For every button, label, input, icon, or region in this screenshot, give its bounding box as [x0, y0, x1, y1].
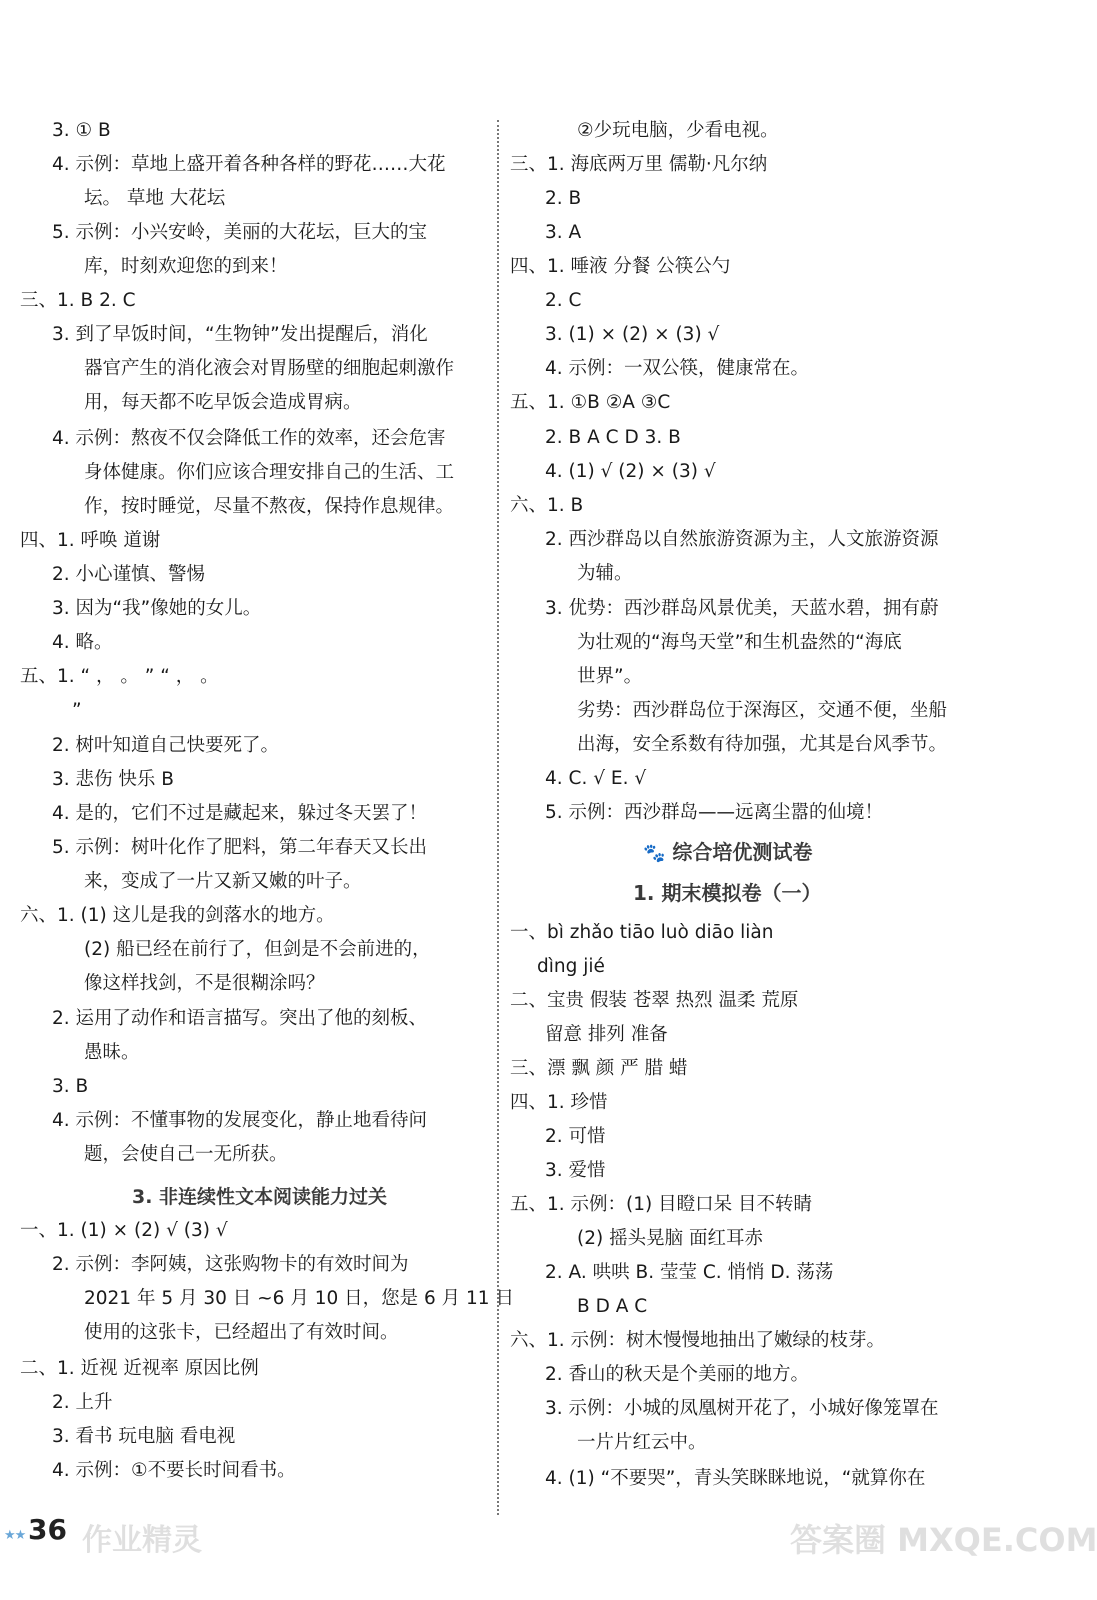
answer-line: 2. 香山的秋天是个美丽的地方。	[545, 1364, 810, 1385]
answer-line: 5. 示例：小兴安岭，美丽的大花坛，巨大的宝	[52, 222, 428, 243]
answer-line: 5. 示例：树叶化作了肥料，第二年春天又长出	[52, 837, 428, 858]
answer-line: 4. 示例：一双公筷，健康常在。	[545, 358, 810, 379]
answer-line: 身体健康。你们应该合理安排自己的生活、工	[84, 462, 455, 483]
answer-line: 3. A	[545, 222, 582, 243]
answer-line: 3. 看书 玩电脑 看电视	[52, 1426, 236, 1447]
answer-line: ”	[72, 700, 82, 721]
answer-line: 4. C. √ E. √	[545, 768, 647, 789]
footer-logo: 作业精灵	[82, 1523, 202, 1558]
answer-line: 3. 到了早饭时间，“生物钟”发出提醒后，消化	[52, 324, 428, 345]
answer-line: 2. C	[545, 290, 582, 311]
answer-line: (2) 摇头晃脑 面红耳赤	[577, 1228, 763, 1249]
answer-line: 4. 是的，它们不过是藏起来，躲过冬天罢了！	[52, 803, 428, 824]
page-number: 36	[28, 1513, 67, 1546]
answer-line: 3. B	[52, 1076, 89, 1097]
answer-line: dìng jié	[537, 956, 605, 977]
answer-line: 为壮观的“海鸟天堂”和生机盎然的“海底	[577, 632, 902, 653]
answer-line: 六、1. B	[510, 495, 584, 516]
answer-line: 3. 悲伤 快乐 B	[52, 769, 174, 790]
answer-line: 劣势：西沙群岛位于深海区，交通不便，坐船	[577, 700, 948, 721]
answer-line: 3. (1) × (2) × (3) √	[545, 324, 720, 345]
answer-line: 使用的这张卡，已经超出了有效时间。	[84, 1322, 399, 1343]
answer-line: 3. 示例：小城的凤凰树开花了，小城好像笼罩在	[545, 1398, 939, 1419]
answer-line: 四、1. 唾液 分餐 公筷公勺	[510, 256, 731, 277]
answer-line: 2. 运用了动作和语言描写。突出了他的刻板、	[52, 1008, 428, 1029]
answer-line: 4. 略。	[52, 632, 113, 653]
answer-line: 四、1. 珍惜	[510, 1092, 608, 1113]
answer-line: 三、1. 海底两万里 儒勒·凡尔纳	[510, 154, 768, 175]
watermark: 答案圈 MXQE.COM	[790, 1521, 1097, 1559]
answer-line: 4. 示例：草地上盛开着各种各样的野花……大花	[52, 154, 446, 175]
answer-line: (2) 船已经在前行了，但剑是不会前进的，	[84, 939, 431, 960]
answer-line: 5. 示例：西沙群岛——远离尘嚣的仙境！	[545, 802, 884, 823]
answer-line: 2. 树叶知道自己快要死了。	[52, 735, 280, 756]
answer-line: 2. 西沙群岛以自然旅游资源为主，人文旅游资源	[545, 529, 939, 550]
answer-line: 3. 爱惜	[545, 1160, 606, 1181]
answer-line: 二、宝贵 假装 苍翠 热烈 温柔 荒原	[510, 990, 799, 1011]
answer-line: 留意 排列 准备	[545, 1024, 668, 1045]
answer-line: 三、1. B 2. C	[20, 290, 136, 311]
answer-line: 二、1. 近视 近视率 原因比例	[20, 1358, 259, 1379]
answer-line: 五、1. “ ， 。 ” “ ， 。	[20, 666, 219, 687]
answer-line: 4. 示例：①不要长时间看书。	[52, 1460, 296, 1481]
answer-line: 作，按时睡觉，尽量不熬夜，保持作息规律。	[84, 496, 455, 517]
answer-line: 像这样找剑，不是很糊涂吗？	[84, 973, 325, 994]
answer-line: 六、1. 示例：树木慢慢地抽出了嫩绿的枝芽。	[510, 1330, 886, 1351]
answer-line: 三、漂 飘 颜 严 腊 蜡	[510, 1058, 688, 1079]
answer-line: 3. ① B	[52, 120, 111, 141]
answer-line: 2. B A C D 3. B	[545, 427, 681, 448]
answer-line: 4. 示例：不懂事物的发展变化，静止地看待问	[52, 1110, 428, 1131]
answer-line: 3. 因为“我”像她的女儿。	[52, 598, 262, 619]
answer-line: 2. 上升	[52, 1392, 113, 1413]
section-heading-final-exam-1: 1. 期末模拟卷（一）	[633, 881, 822, 905]
section-heading-noncontinuous-text: 3. 非连续性文本阅读能力过关	[132, 1186, 388, 1208]
answer-line: 4. (1) √ (2) × (3) √	[545, 461, 716, 482]
answer-line: 2. 小心谨慎、警惕	[52, 564, 206, 585]
answer-line: 来，变成了一片又新又嫩的叶子。	[84, 871, 362, 892]
section-heading-comprehensive-test	[643, 836, 812, 865]
answer-line: 一、1. (1) × (2) √ (3) √	[20, 1220, 228, 1241]
answer-line: 一片片红云中。	[577, 1432, 707, 1453]
answer-line: 器官产生的消化液会对胃肠壁的细胞起刺激作	[84, 358, 455, 379]
answer-line: 六、1. (1) 这儿是我的剑落水的地方。	[20, 905, 335, 926]
answer-line: 四、1. 呼唤 道谢	[20, 530, 161, 551]
answer-line: 五、1. 示例：(1) 目瞪口呆 目不转睛	[510, 1194, 812, 1215]
answer-line: 为辅。	[577, 563, 633, 584]
answer-line: 愚昧。	[84, 1042, 140, 1063]
answer-line: 世界”。	[577, 666, 643, 687]
answer-line: 库，时刻欢迎您的到来！	[84, 256, 288, 277]
answer-line: 3. 优势：西沙群岛风景优美，天蓝水碧，拥有蔚	[545, 598, 939, 619]
answer-line: 2. 示例：李阿姨，这张购物卡的有效时间为	[52, 1254, 409, 1275]
answer-line: B D A C	[577, 1296, 648, 1317]
answer-line: 2. B	[545, 188, 582, 209]
paw-icon: 🐾	[643, 843, 666, 864]
answer-line: 2. A. 哄哄 B. 莹莹 C. 悄悄 D. 荡荡	[545, 1262, 834, 1283]
answer-line: 题，会使自己一无所获。	[84, 1144, 288, 1165]
answer-line: 出海，安全系数有待加强，尤其是台风季节。	[577, 734, 948, 755]
answer-line: ②少玩电脑，少看电视。	[577, 120, 779, 141]
answer-line: 一、bì zhǎo tiāo luò diāo liàn	[510, 922, 774, 943]
section-heading-label: 综合培优测试卷	[672, 840, 813, 864]
answer-line: 4. 示例：熬夜不仅会降低工作的效率，还会危害	[52, 428, 446, 449]
answer-line: 坛。 草地 大花坛	[84, 188, 226, 209]
column-divider	[497, 120, 499, 1515]
stars-icon: ★★	[4, 1528, 26, 1543]
answer-line: 2021 年 5 月 30 日 ~6 月 10 日，您是 6 月 11 日	[84, 1288, 514, 1309]
answer-line: 2. 可惜	[545, 1126, 606, 1147]
answer-line: 4. (1) “不要哭”，青头笑眯眯地说，“就算你在	[545, 1468, 926, 1489]
answer-line: 五、1. ①B ②A ③C	[510, 392, 671, 413]
answer-line: 用，每天都不吃早饭会造成胃病。	[84, 392, 362, 413]
